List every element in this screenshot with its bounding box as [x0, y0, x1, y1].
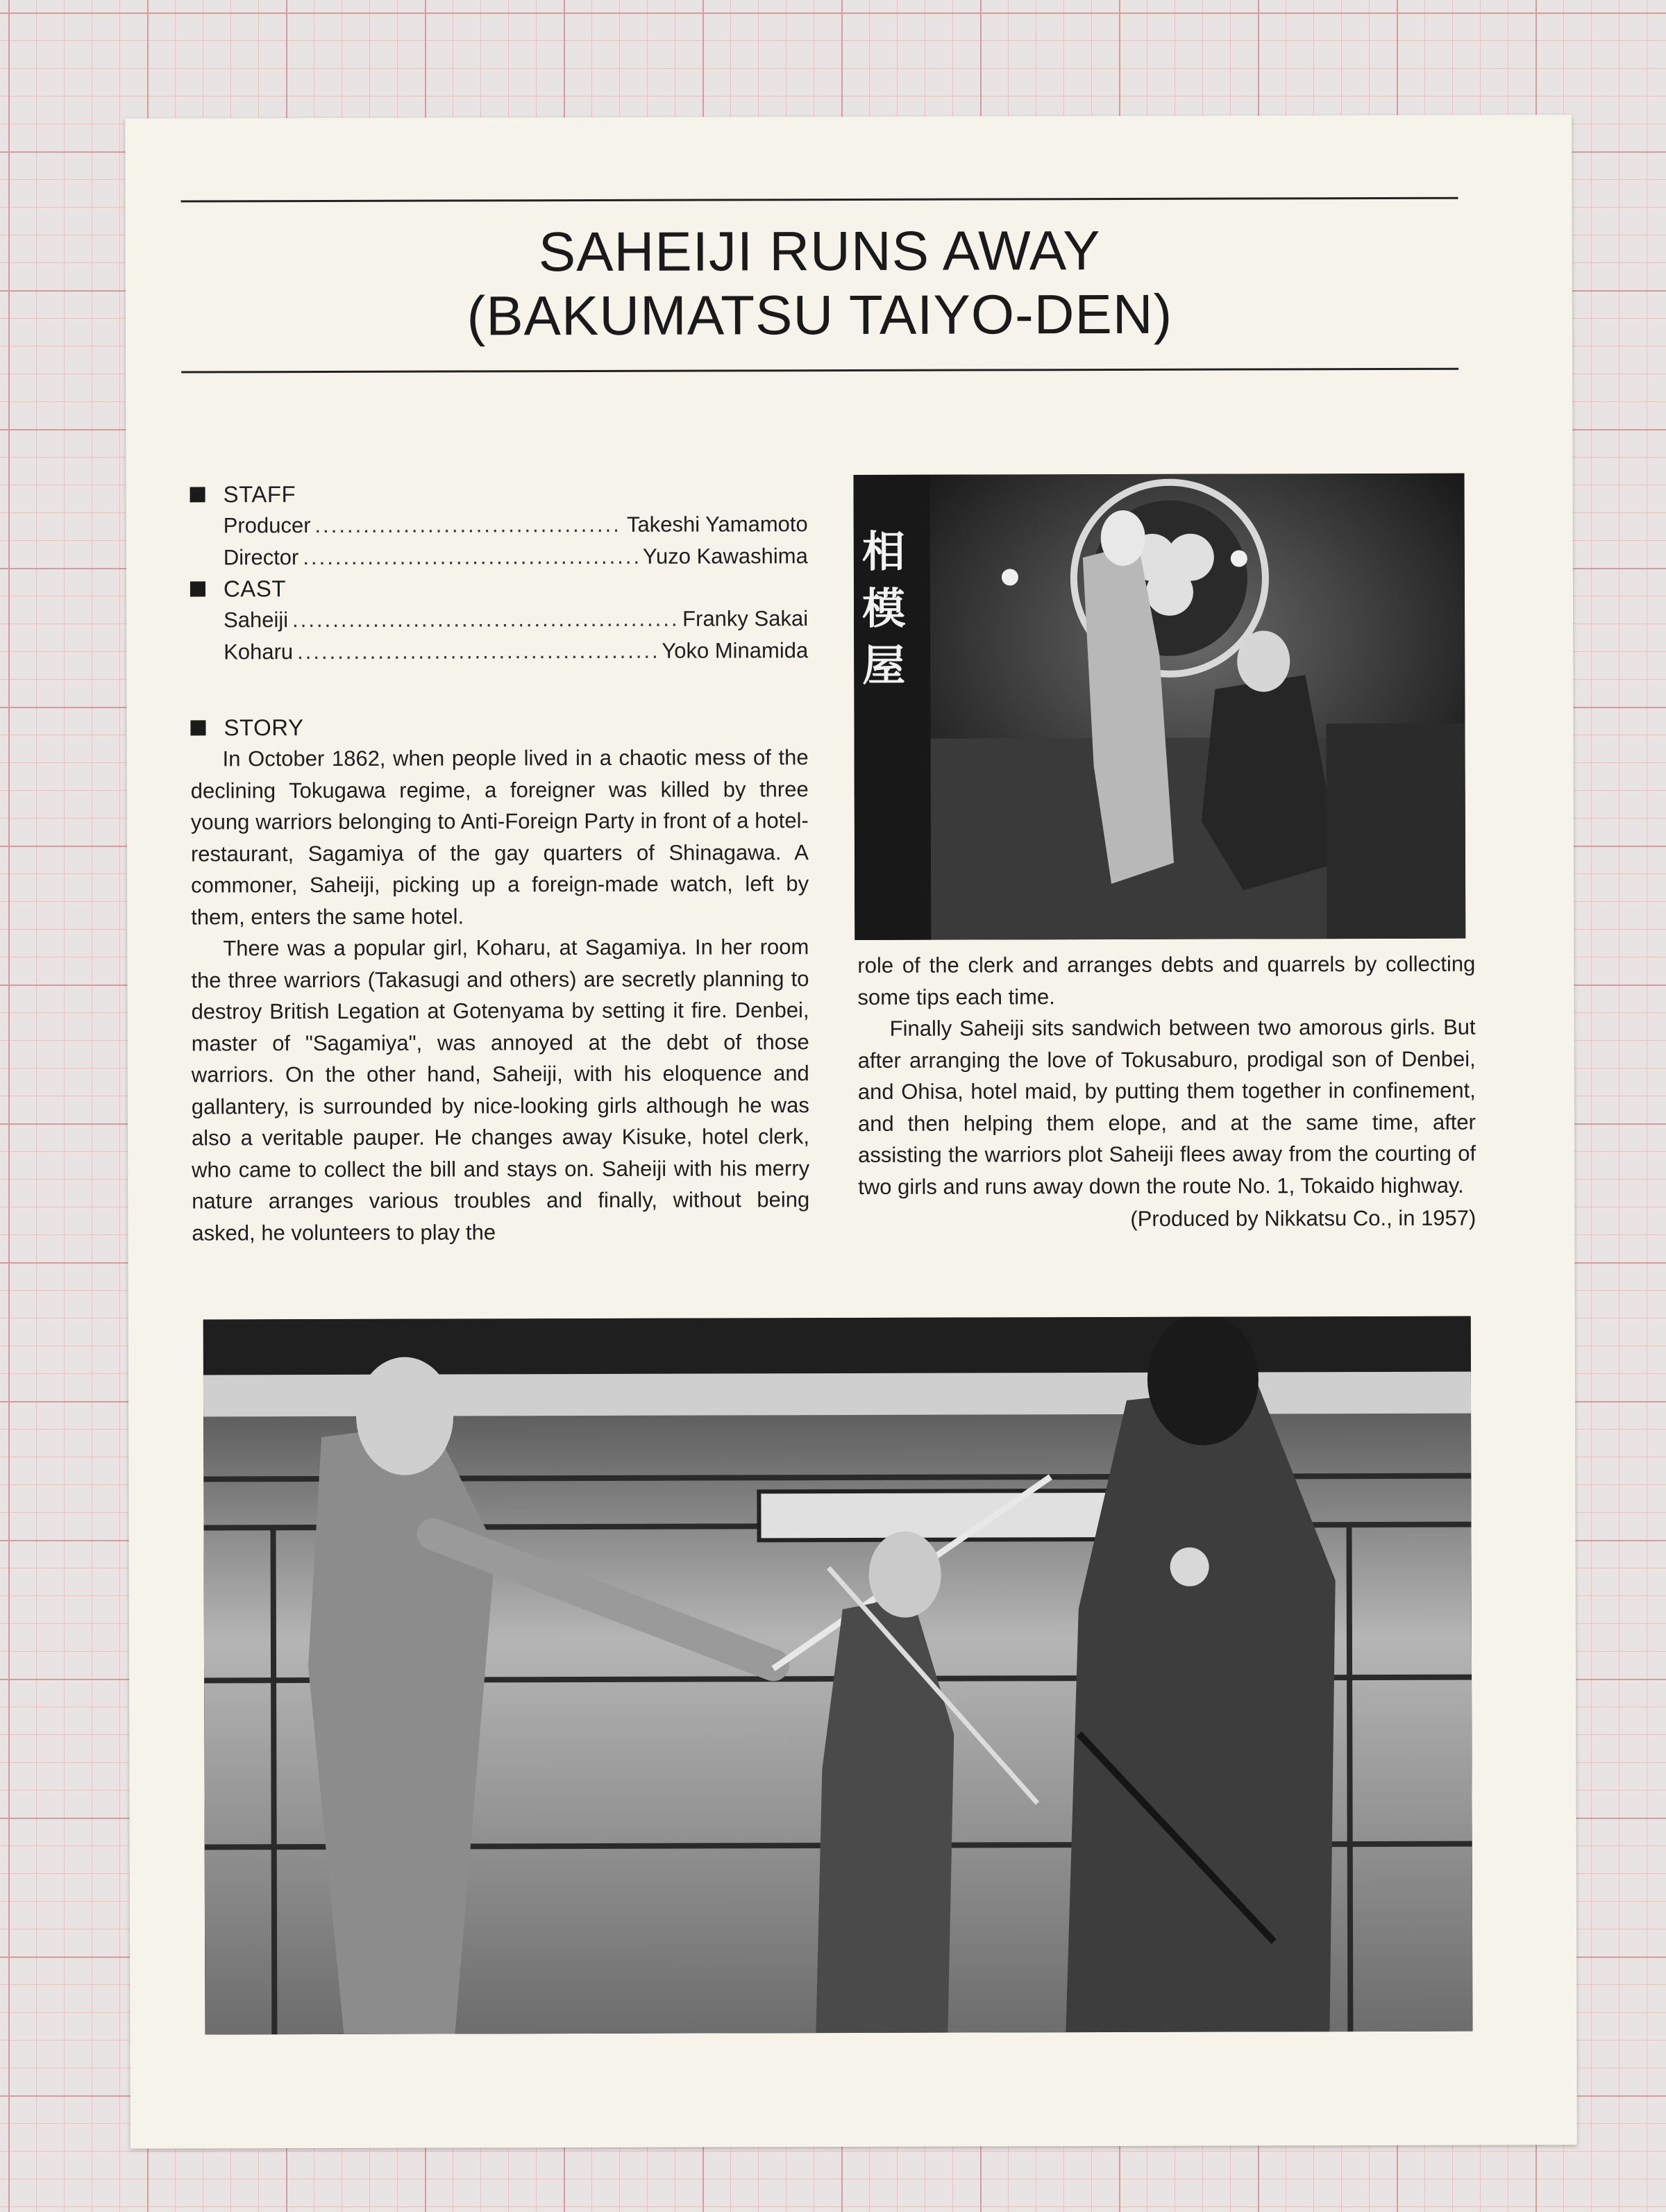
credit-row-producer — [190, 508, 808, 542]
credit-name: Yuzo Kawashima — [642, 544, 808, 569]
credit-role: Director — [223, 545, 299, 570]
leader-dots — [314, 509, 623, 542]
story-heading: STORY — [190, 711, 808, 743]
cast-heading: CAST — [190, 572, 808, 604]
square-bullet-icon — [190, 487, 205, 502]
photo-geisha-scene — [854, 474, 1466, 940]
photo-geisha-scene-image — [854, 474, 1466, 940]
credit-row-director — [190, 540, 808, 573]
leader-dots — [297, 635, 657, 668]
square-bullet-icon — [190, 720, 205, 735]
leader-dots — [292, 603, 678, 636]
square-bullet-icon — [190, 581, 205, 596]
document-page — [125, 115, 1577, 2148]
photo-sword-scene-image — [203, 1316, 1473, 2035]
credit-role: Saheiji — [224, 608, 289, 632]
leader-dots — [303, 541, 639, 573]
story-paragraph-3: role of the clerk and arranges debts and quarrels by collecting some tips each time. — [857, 951, 1476, 1009]
credit-row-koharu — [190, 635, 808, 668]
page-title — [181, 218, 1458, 349]
photo-sword-scene — [203, 1316, 1473, 2035]
title-top-rule — [180, 197, 1458, 203]
credit-name: Takeshi Yamamoto — [626, 512, 808, 537]
credit-role: Koharu — [224, 639, 294, 664]
title-line-2: (BAKUMATSU TAIYO-DEN) — [466, 283, 1173, 347]
title-bottom-rule — [181, 368, 1458, 374]
staff-heading: STAFF — [190, 478, 808, 510]
shop-sign-text: 相模屋 — [861, 526, 906, 691]
story-paragraph-4: Finally Saheiji sits sandwich between two amorous girls. But after arranging the love of Tokusaburo, prodigal son of Denbei, and Ohisa, hotel maid, by putting them together in confinement, and then helping them elope, and at the same time, after assisting the warriors plot Saheiji flees away from the courting of two girls and runs away down the route No. 1, Tokaido highway. — [857, 1014, 1476, 1199]
credit-name: Yoko Minamida — [662, 638, 809, 663]
left-column — [190, 478, 810, 1248]
story-paragraph-2: There was a popular girl, Koharu, at Sagamiya. In her room the three warriors (Takasugi and others) are secretly planning to destroy British Legation at Gotenyama by setting it fire. Denbei, master of "Sagamiya", was annoyed at the debt of those warriors. On the other hand, Saheiji, with his eloquence and gallantery, is surrounded by nice-looking girls although he was also a veritable pauper. He changes away Kisuke, hotel clerk, who came to collect the bill and stays on. Saheiji with his merry nature arranges various troubles and finally, without being asked, he volunteers to play the — [191, 935, 810, 1245]
credit-role: Producer — [223, 513, 311, 538]
credit-name: Franky Sakai — [682, 606, 809, 631]
title-line-1: SAHEIJI RUNS AWAY — [538, 219, 1101, 283]
story-paragraph-1: In October 1862, when people lived in a chaotic mess of the declining Tokugawa regime, a foreigner was killed by three young warriors belonging to Anti-Foreign Party in front of a hotel-restaurant, Sagamiya of the gay quarters of Shinagawa. A commoner, Saheiji, picking up a foreign-made watch, left by them, enters the same hotel. — [190, 745, 809, 929]
production-credit: (Produced by Nikkatsu Co., in 1957) — [1130, 1205, 1476, 1231]
right-column — [857, 948, 1476, 1236]
credit-row-saheiji — [190, 603, 808, 636]
